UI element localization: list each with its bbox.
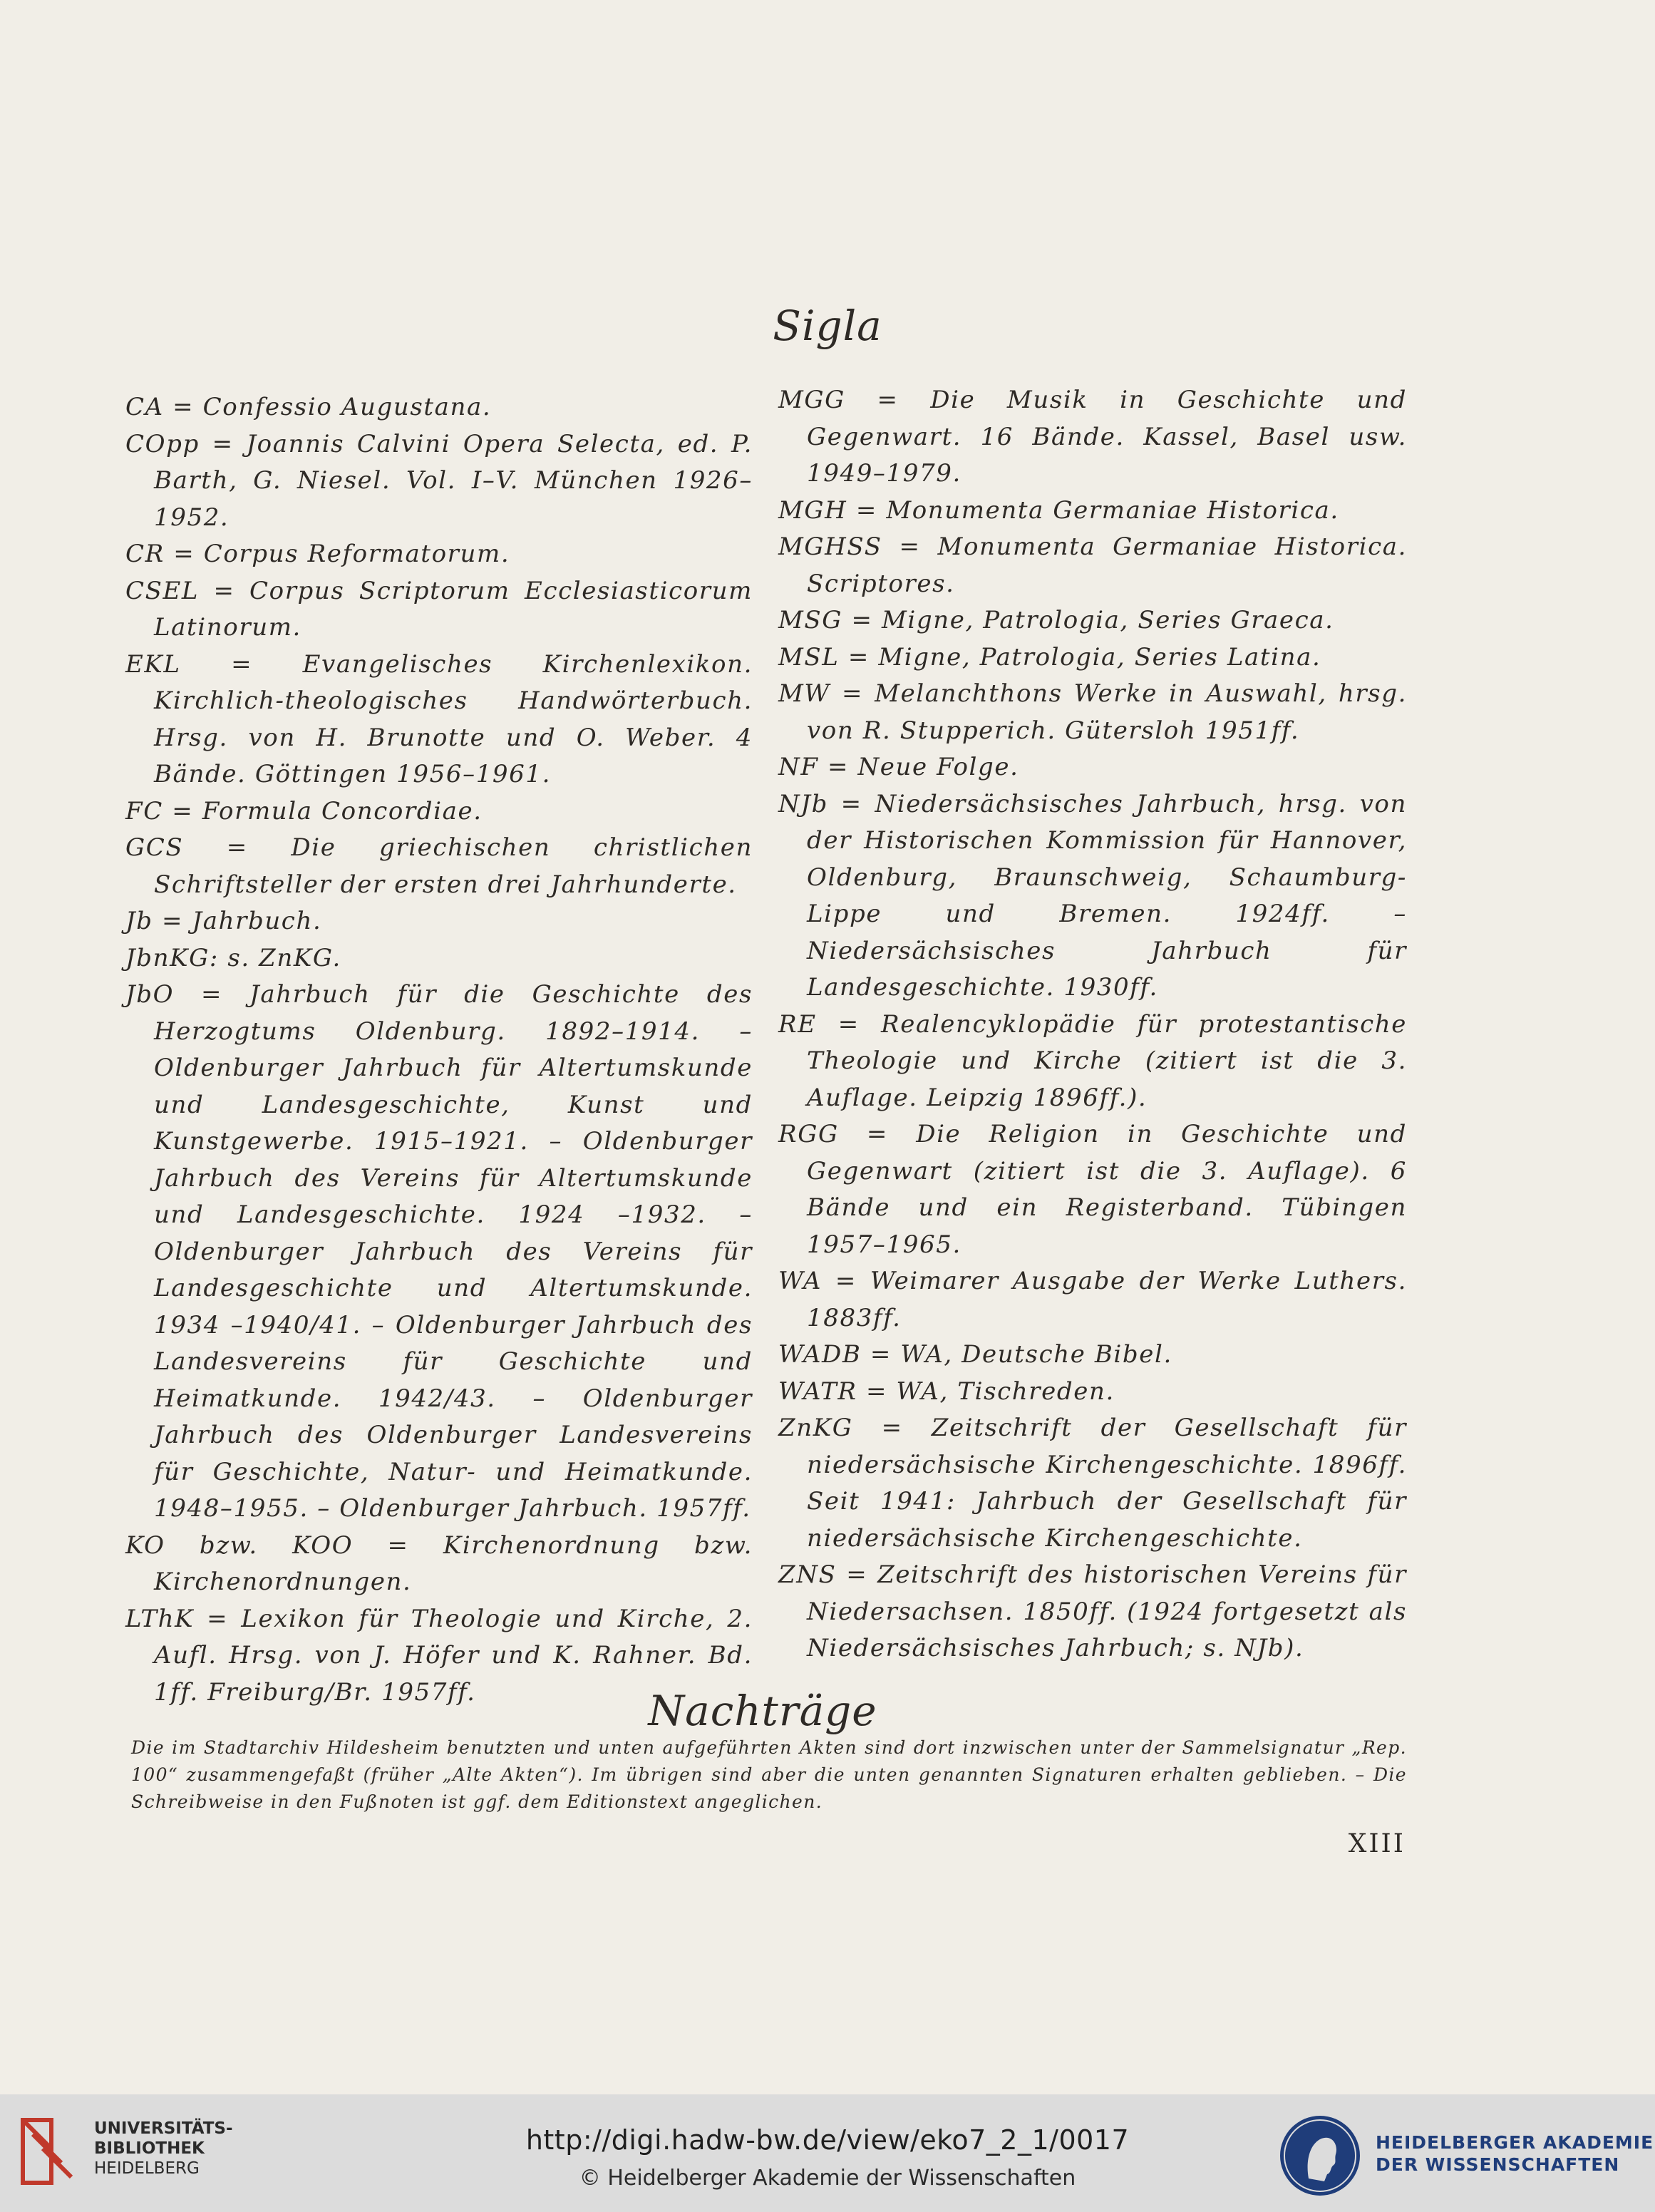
- sigla-entry: CSEL = Corpus Scriptorum Ecclesiasticorum Latinorum.: [125, 576, 753, 642]
- sigla-entry: MGG = Die Musik in Geschichte und Gegenwart. 16 Bände. Kassel, Basel usw. 1949–1979.: [778, 386, 1407, 488]
- academy-name: [1376, 2131, 1654, 2176]
- sigla-entry: MSG = Migne, Patrologia, Series Graeca.: [778, 606, 1334, 634]
- copyright-notice: © Heidelberger Akademie der Wissenschaften: [579, 2166, 1076, 2191]
- sigla-entry: MSL = Migne, Patrologia, Series Latina.: [778, 642, 1321, 672]
- sigla-entry: ZNS = Zeitschrift des historischen Vereins für Niedersachsen. 1850ff. (1924 fortgesetzt als Niedersächsisches Jahrbuch; s. NJb).: [778, 1560, 1407, 1662]
- sigla-heading: Sigla: [773, 301, 882, 350]
- sigla-entry: NF = Neue Folge.: [778, 753, 1019, 781]
- sigla-entry: LThK = Lexikon für Theologie und Kirche, 2. Aufl. Hrsg. von J. Höfer und K. Rahner. Bd. 1ff. Freiburg/Br. 1957ff.: [125, 1604, 753, 1707]
- sigla-entry: FC = Formula Concordiae.: [125, 796, 483, 825]
- sigla-entry: KO bzw. KOO = Kirchenordnung bzw. Kirchenordnungen.: [125, 1531, 753, 1596]
- sigla-left-column: [125, 389, 753, 1711]
- sigla-entry: JbO = Jahrbuch für die Geschichte des Herzogtums Oldenburg. 1892–1914. – Oldenburger Jahrbuch für Altertumskunde und Landesgeschichte, Kunst und Kunstgewerbe. 1915–1921. – Oldenburger Jahrbuch des Vereins für Altertumskunde und Landesgeschichte. 1924 –1932. – Oldenburger Jahrbuch des Vereins für Landesgeschichte und Altertumskunde. 1934 –1940/41. – Oldenburger Jahrbuch des Landesvereins für Geschichte und Heimatkunde. 1942/43. – Oldenburger Jahrbuch des Oldenburger Landesvereins für Geschichte, Natur- und Heimatkunde. 1948–1955. – Oldenburger Jahrbuch. 1957ff.: [125, 980, 753, 1523]
- library-name-line3: HEIDELBERG: [94, 2159, 200, 2178]
- sigla-entry: EKL = Evangelisches Kirchenlexikon. Kirchlich-theologisches Handwörterbuch. Hrsg. von H. Brunotte und O. Weber. 4 Bände. Göttingen 1956–1961.: [125, 649, 753, 788]
- permalink-url[interactable]: http://digi.hadw-bw.de/view/eko7_2_1/0017: [525, 2124, 1130, 2156]
- sigla-entry: WADB = WA, Deutsche Bibel.: [778, 1340, 1172, 1369]
- sigla-entry: Jb = Jahrbuch.: [125, 907, 322, 935]
- sigla-entry: CA = Confessio Augustana.: [125, 393, 492, 421]
- sigla-entry: MW = Melanchthons Werke in Auswahl, hrsg. von R. Stupperich. Gütersloh 1951ff.: [778, 679, 1407, 745]
- sigla-entry: WA = Weimarer Ausgabe der Werke Luthers. 1883ff.: [778, 1267, 1407, 1332]
- nachtraege-heading: Nachträge: [648, 1687, 877, 1736]
- viewer-footer: [0, 2094, 1655, 2212]
- library-name-line2: BIBLIOTHEK: [94, 2139, 205, 2158]
- sigla-entry: GCS = Die griechischen christlichen Schriftsteller der ersten drei Jahrhunderte.: [125, 833, 753, 899]
- sigla-entry: JbnKG: s. ZnKG.: [125, 943, 341, 972]
- sigla-entry: ZnKG = Zeitschrift der Gesellschaft für niedersächsische Kirchengeschichte. 1896ff. Seit 1941: Jahrbuch der Gesellschaft für niedersächsische Kirchengeschichte.: [778, 1414, 1407, 1553]
- library-name-line1: UNIVERSITÄTS-: [94, 2119, 233, 2138]
- page-number: XIII: [1348, 1829, 1406, 1858]
- sigla-entry: RGG = Die Religion in Geschichte und Gegenwart (zitiert ist die 3. Auflage). 6 Bände und ein Registerband. Tübingen 1957–1965.: [778, 1120, 1407, 1259]
- academy-name-line1: HEIDELBERGER AKADEMIE: [1376, 2132, 1654, 2153]
- hadw-portrait-logo-icon: [1277, 2113, 1363, 2198]
- sigla-entry: RE = Realencyklopädie für protestantische Theologie und Kirche (zitiert ist die 3. Auflage. Leipzig 1896ff.).: [778, 1009, 1407, 1112]
- sigla-entry: MGHSS = Monumenta Germaniae Historica. Scriptores.: [778, 533, 1407, 598]
- sigla-right-column: [778, 382, 1407, 1667]
- sigla-entry: COpp = Joannis Calvini Opera Selecta, ed. P. Barth, G. Niesel. Vol. I–V. München 1926–1952.: [125, 429, 753, 532]
- sigla-entry: CR = Corpus Reformatorum.: [125, 540, 510, 568]
- sigla-entry: WATR = WA, Tischreden.: [778, 1377, 1115, 1406]
- sigla-entry: NJb = Niedersächsisches Jahrbuch, hrsg. von der Historischen Kommission für Hannover, Oldenburg, Braunschweig, Schaumburg-Lippe und Bremen. 1924ff. – Niedersächsisches Jahrbuch für Landesgeschichte. 1930ff.: [778, 789, 1407, 1002]
- sigla-entry: MGH = Monumenta Germaniae Historica.: [778, 495, 1339, 525]
- academy-name-line2: DER WISSENSCHAFTEN: [1376, 2154, 1620, 2175]
- nachtraege-note: Die im Stadtarchiv Hildesheim benutzten und unten aufgeführten Akten sind dort inzwischen unter der Sammelsignatur „Rep. 100“ zusammengefaßt (früher „Alte Akten“). Im übrigen sind aber die unten genannten Signaturen erhalten geblieben. – Die Schreibweise in den Fußnoten ist ggf. dem Editionstext angeglichen.: [131, 1737, 1407, 1812]
